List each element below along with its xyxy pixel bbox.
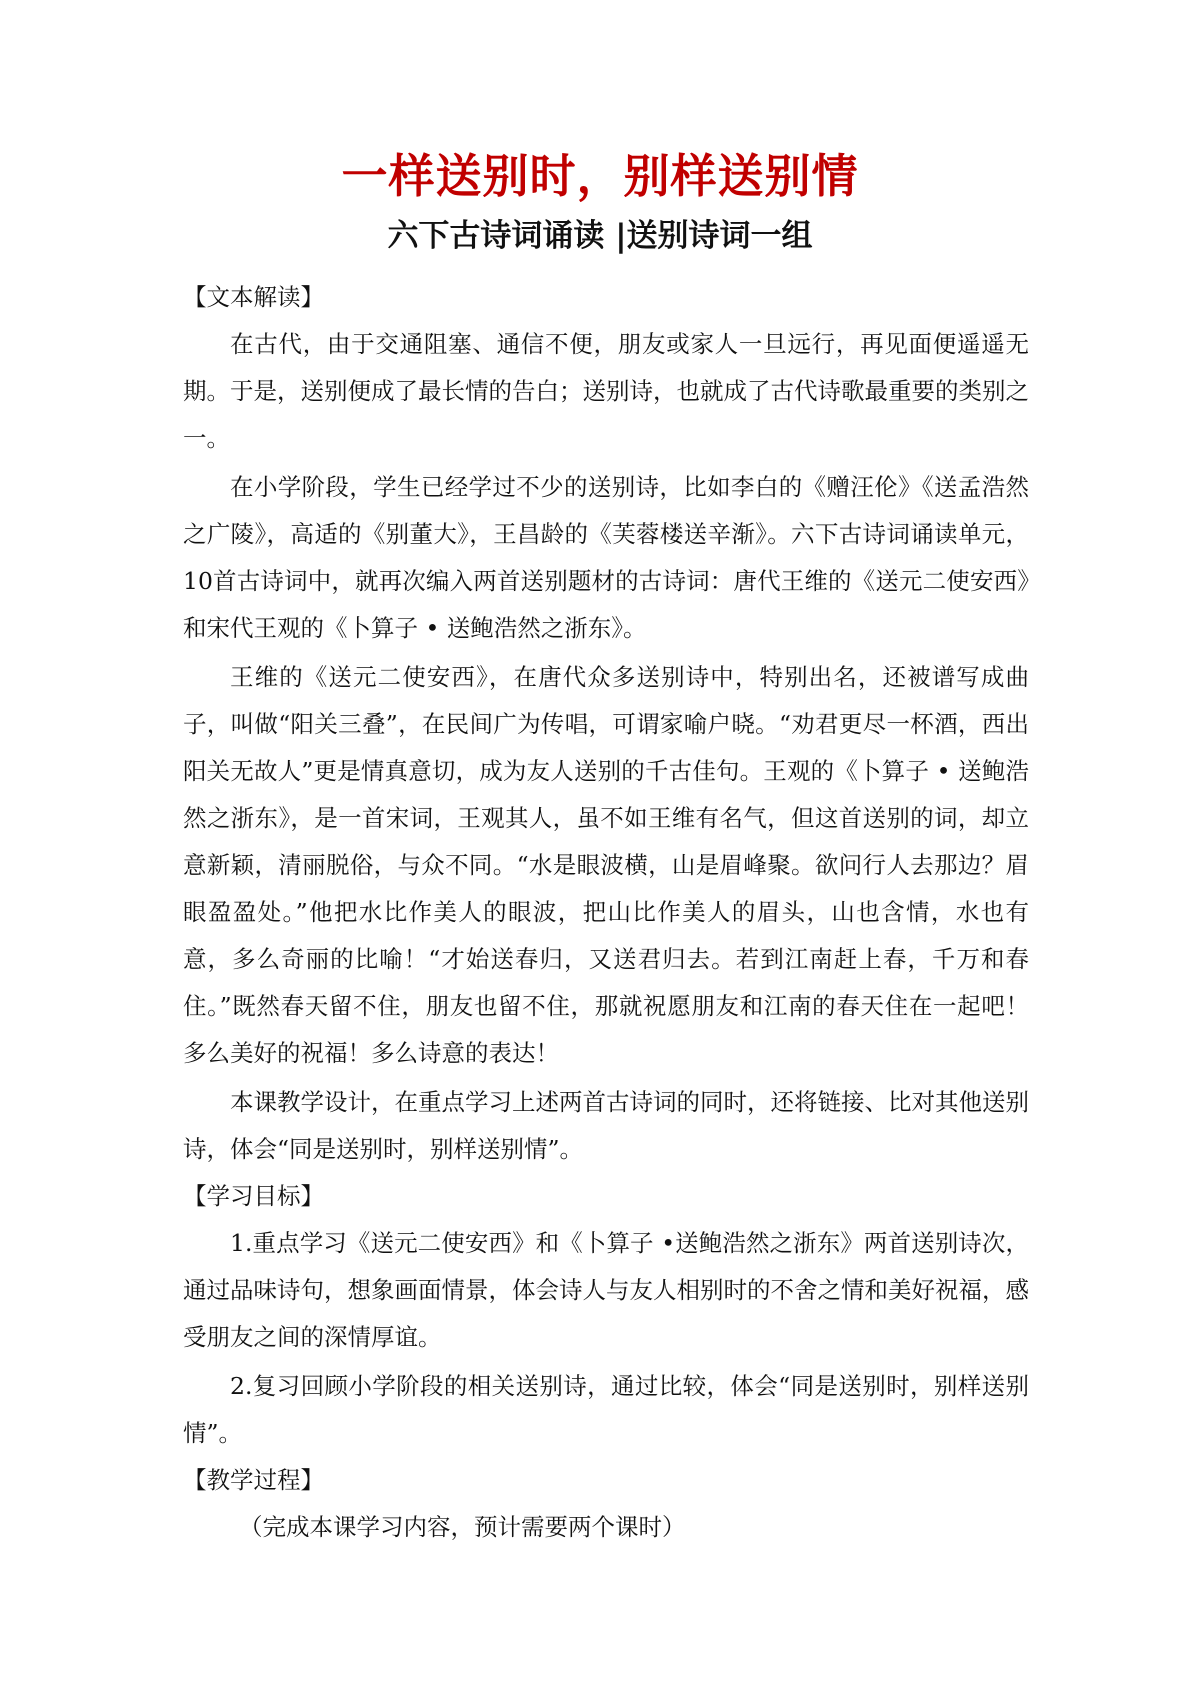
goal-item: 2.复习回顾小学阶段的相关送别诗，通过比较，体会“同是送别时，别样送别情”。 (183, 1372, 1029, 1447)
paragraph: 王维的《送元二使安西》，在唐代众多送别诗中，特别出名，还被谱写成曲子，叫做“阳关三叠”，在民间广为传唱，可谓家喻户晓。“劝君更尽一杯酒，西出阳关无故人”更是情真意切，成为友人送别的千古佳句。王观的《卜算子 • 送鲍浩然之浙东》，是一首宋词，王观其人，虽不如王维有名气，但这首送别的词，却立意新颖，清丽脱俗，与众不同。“水是眼波横，山是眉峰聚。欲问行人去那边？眉眼盈盈处。”他把水比作美人的眼波，把山比作美人的眉头，山也含情，水也有意，多么奇丽的比喻！“才始送春归，又送君归去。若到江南赶上春，千万和春住。”既然春天留不住，朋友也留不住，那就祝愿朋友和江南的春天住在一起吧！多么美好的祝福！多么诗意的表达！ (183, 663, 1029, 1067)
page-subtitle: 六下古诗词诵读 |送别诗词一组 (387, 218, 813, 254)
section-heading-interpretation: 【文本解读】 (183, 283, 324, 311)
page-title: 一样送别时，别样送别情 (341, 149, 859, 203)
paragraph: 在古代，由于交通阻塞、通信不便，朋友或家人一旦远行，再见面便遥遥无期。于是，送别便成了最长情的告白；送别诗，也就成了古代诗歌最重要的类别之一。 (183, 330, 1029, 452)
section-heading-goals: 【学习目标】 (183, 1182, 324, 1210)
section-heading-process: 【教学过程】 (183, 1466, 324, 1494)
paragraph: 在小学阶段，学生已经学过不少的送别诗，比如李白的《赠汪伦》《送孟浩然之广陵》，高适的《别董大》，王昌龄的《芙蓉楼送辛渐》。六下古诗词诵读单元，10首古诗词中，就再次编入两首送别题材的古诗词：唐代王维的《送元二使安西》和宋代王观的《卜算子 • 送鲍浩然之浙东》。 (183, 473, 1029, 642)
process-note: （完成本课学习内容，预计需要两个课时） (239, 1513, 686, 1541)
paragraph: 本课教学设计，在重点学习上述两首古诗词的同时，还将链接、比对其他送别诗，体会“同是送别时，别样送别情”。 (183, 1088, 1029, 1163)
goal-item: 1.重点学习《送元二使安西》和《卜算子 •送鲍浩然之浙东》两首送别诗次，通过品味诗句，想象画面情景，体会诗人与友人相别时的不舍之情和美好祝福，感受朋友之间的深情厚谊。 (183, 1229, 1029, 1351)
document-body (183, 274, 1029, 1551)
